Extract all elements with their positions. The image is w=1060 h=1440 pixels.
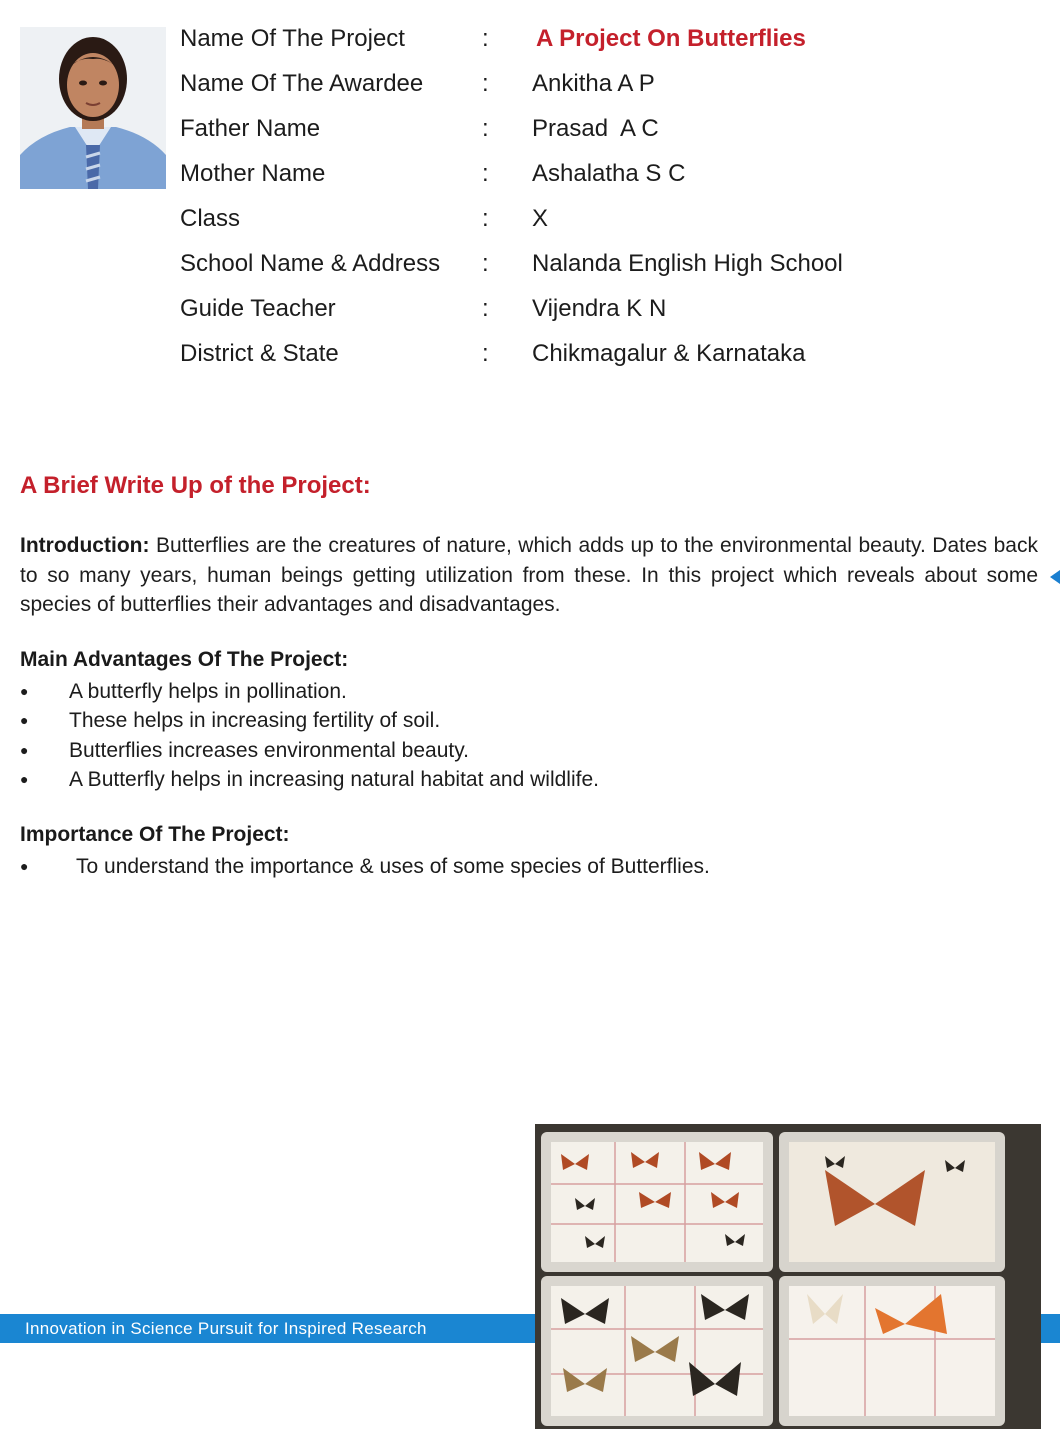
- school-name: Nalanda English High School: [532, 250, 843, 277]
- info-separator: :: [482, 295, 489, 322]
- info-label: District & State: [180, 340, 339, 367]
- mother-name: Ashalatha S C: [532, 160, 686, 187]
- awardee-name: Ankitha A P: [532, 70, 655, 97]
- info-label: Name Of The Project: [180, 25, 405, 52]
- butterfly-specimen-trays-icon: [535, 1124, 1041, 1429]
- info-separator: :: [482, 25, 489, 52]
- guide-teacher: Vijendra K N: [532, 295, 667, 322]
- info-separator: :: [482, 70, 489, 97]
- info-separator: :: [482, 250, 489, 277]
- info-label: Mother Name: [180, 160, 326, 187]
- bullet-icon: ●: [20, 858, 29, 874]
- father-name: Prasad A C: [532, 115, 659, 142]
- advantages-heading: Main Advantages Of The Project:: [20, 648, 349, 671]
- bullet-icon: ●: [20, 741, 29, 758]
- intro-text: Butterflies are the creatures of nature, which adds up to the environmental beauty. Dates back to so many years, human beings getting utilization from these. In this project which reveals about some species of butterflies their advantages and disadvantages.: [20, 534, 1038, 616]
- footer-tagline: Innovation in Science Pursuit for Inspired Research: [25, 1319, 427, 1338]
- info-separator: :: [482, 205, 489, 232]
- bullet-icon: ●: [20, 712, 29, 729]
- intro-label: Introduction:: [20, 534, 150, 557]
- info-label: Class: [180, 205, 241, 232]
- importance-heading: Importance Of The Project:: [20, 823, 290, 846]
- bullet-icon: ●: [20, 683, 29, 699]
- page-marker-arrow-icon: [1050, 570, 1060, 584]
- class-value: X: [532, 205, 549, 232]
- project-photo: [535, 1124, 1041, 1429]
- info-separator: :: [482, 160, 489, 187]
- writeup-title: A Brief Write Up of the Project:: [20, 472, 371, 499]
- project-name: A Project On Butterflies: [536, 25, 806, 52]
- student-portrait-icon: [20, 27, 166, 189]
- info-separator: :: [482, 115, 489, 142]
- info-label: School Name & Address: [180, 250, 441, 277]
- bullet-icon: ●: [20, 770, 29, 787]
- district-state: Chikmagalur & Karnataka: [532, 340, 806, 367]
- info-label: Guide Teacher: [180, 295, 336, 322]
- introduction-paragraph: [20, 531, 1038, 620]
- info-separator: :: [482, 340, 489, 367]
- info-label: Father Name: [180, 115, 321, 142]
- awardee-photo: [20, 27, 166, 189]
- info-label: Name Of The Awardee: [180, 70, 424, 97]
